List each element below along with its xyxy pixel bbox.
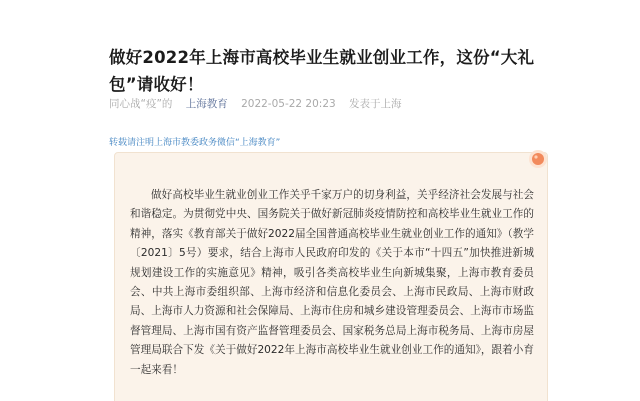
article-author: 同心战“疫”的 bbox=[109, 98, 173, 110]
publish-location: 发表于上海 bbox=[349, 98, 402, 110]
balloon-icon bbox=[526, 148, 550, 172]
article-body-text: 做好高校毕业生就业创业工作关乎千家万户的切身利益，关乎经济社会发展与社会和谐稳定。为贯彻党中央、国务院关于做好新冠肺炎疫情防控和高校毕业生就业工作的精神，落实《教育部关于做好2022届全国普通高校毕业生就业创业工作的通知》（教学〔2021〕5号）要求，结合上海市人民政府印发的《关于本市“十四五”加快推进新城规划建设工作的实施意见》精神，吸引各类高校毕业生向新城集聚，上海市教育委员会、中共上海市委组织部、上海市经济和信息化委员会、上海市民政局、上海市财政局、上海市人力资源和社会保障局、上海市住房和城乡建设管理委员会、上海市市场监督管理局、上海市国有资产监督管理委员会、国家税务总局上海市税务局、上海市房屋管理局联合下发《关于做好2022年上海市高校毕业生就业创业工作的通知》，跟着小育一起来看！ bbox=[130, 189, 534, 376]
publish-time: 2022-05-22 20:23 bbox=[241, 98, 336, 110]
article-title: 做好2022年上海市高校毕业生就业创业工作，这份“大礼包”请收好！ bbox=[109, 48, 535, 94]
article-body bbox=[130, 186, 534, 380]
repost-notice: 转载请注明上海市教委政务微信“上海教育” bbox=[109, 138, 281, 148]
account-name-link[interactable]: 上海教育 bbox=[185, 98, 228, 110]
article-meta bbox=[109, 97, 412, 111]
